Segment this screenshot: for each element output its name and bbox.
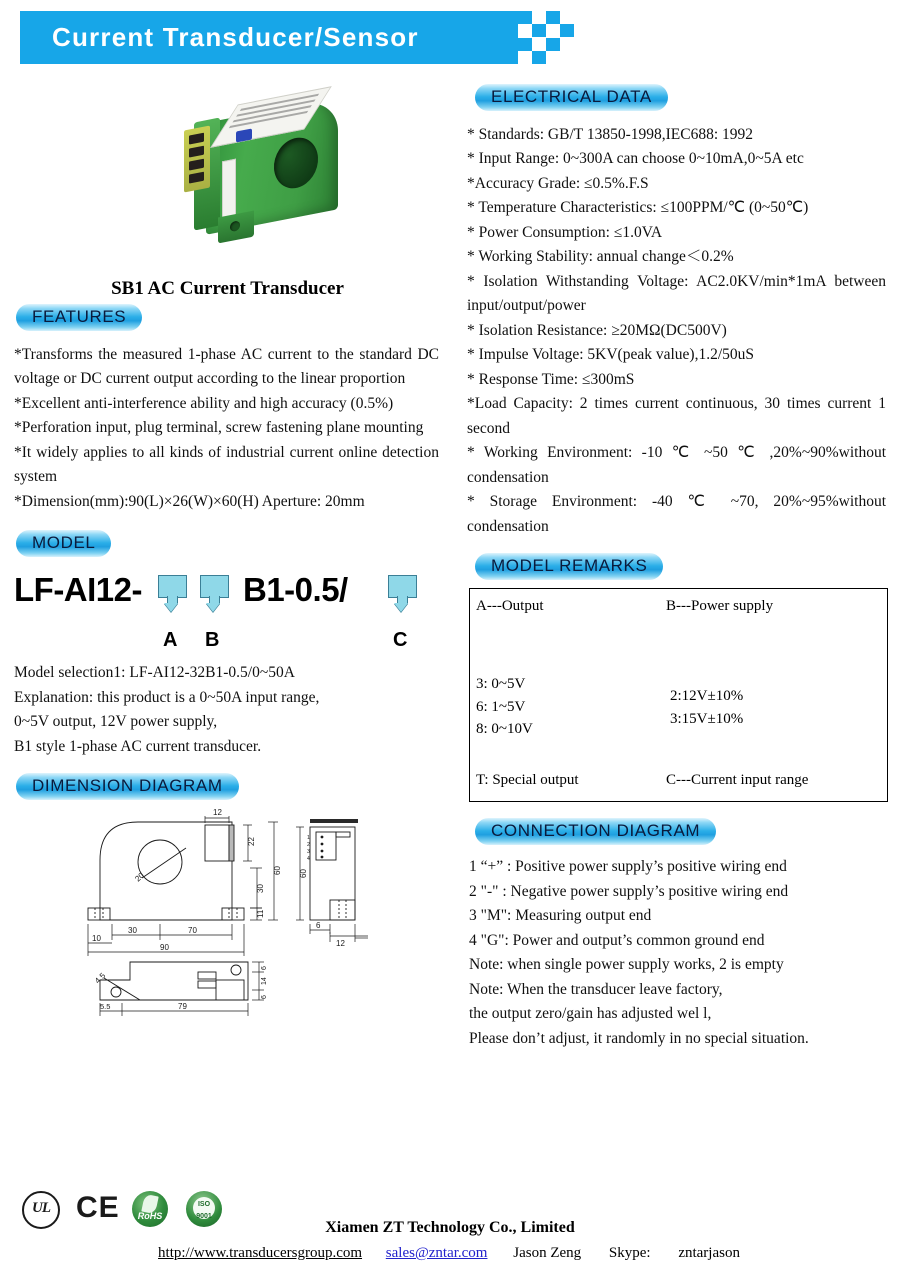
- dim-top-gap: 6: [261, 966, 268, 971]
- connection-line: 4 "G": Power and output’s common ground end: [469, 931, 765, 949]
- contact-row: [0, 1245, 900, 1262]
- electrical-item: * Power Consumption: ≤1.0VA: [467, 223, 663, 241]
- dim-side-height: 60: [299, 869, 308, 879]
- electrical-item: * Input Range: 0~300A can choose 0~10mA,0~5A etc: [467, 150, 804, 168]
- rohs-label: RoHS: [137, 1211, 163, 1221]
- connection-line: 1 “+” : Positive power supply’s positive wiring end: [469, 858, 787, 876]
- page-title: Current Transducer/Sensor: [52, 22, 419, 52]
- remarks-col-b-footer: C---Current input range: [666, 772, 809, 789]
- company-name: Xiamen ZT Technology Co., Limited: [325, 1219, 575, 1236]
- ce-label: CE: [76, 1191, 120, 1224]
- electrical-data-list: [455, 123, 900, 539]
- contact-person: Jason Zeng: [513, 1245, 582, 1261]
- remarks-option: 6: 1~5V: [476, 698, 526, 715]
- mounting-foot: [218, 211, 254, 244]
- feature-item: *It widely applies to all kinds of industrial current online detection system: [14, 443, 439, 486]
- electrical-item: * Working Stability: annual change＜0.2%: [467, 248, 734, 266]
- electrical-item: * Storage Environment: -40 ℃ ~70, 20%~95%without condensation: [467, 493, 886, 535]
- model-slot-label-c: C: [393, 629, 408, 652]
- dim-total-length: 90: [160, 943, 169, 953]
- electrical-item: * Isolation Withstanding Voltage: AC2.0KV/min*1mA between input/output/power: [467, 272, 886, 315]
- electrical-item: * Impulse Voltage: 5KV(peak value),1.2/50uS: [467, 346, 754, 364]
- pin-1: 1: [307, 835, 310, 842]
- model-slot-b: [200, 575, 227, 605]
- dim-side-width: 12: [336, 939, 345, 949]
- connection-diagram-list: [455, 855, 900, 1051]
- dim-total-height: 60: [273, 866, 282, 876]
- model-selection-line: Model selection1: LF-AI12-32B1-0.5/0~50A: [14, 664, 295, 682]
- electrical-item: * Isolation Resistance: ≥20MΩ(DC500V): [467, 321, 727, 339]
- electrical-item: * Standards: GB/T 13850-1998,IEC688: 1992: [467, 126, 754, 143]
- connection-line: the output zero/gain has adjusted wel l,: [469, 1005, 712, 1023]
- dimension-diagram-heading: DIMENSION DIAGRAM: [16, 773, 239, 800]
- remarks-option: 3:15V±10%: [670, 710, 744, 727]
- model-heading: MODEL: [16, 530, 111, 557]
- model-slot-c: [388, 575, 415, 605]
- model-explanation-line: 0~5V output, 12V power supply,: [14, 713, 218, 731]
- dim-base-inner: 30: [128, 926, 137, 936]
- dimension-heading-wrap: [0, 773, 455, 800]
- dim-base-left: 10: [92, 934, 101, 944]
- product-photo-current-transducer: [170, 86, 380, 266]
- email-link[interactable]: sales@zntar.com: [385, 1245, 488, 1261]
- dim-base-mid: 70: [188, 926, 197, 936]
- dim-hole: 4.5: [93, 971, 108, 986]
- terminal-block: [184, 125, 210, 192]
- pin-4: 4: [307, 856, 310, 863]
- remarks-option: 8: 0~10V: [476, 721, 533, 738]
- dim-terminal-height: 22: [247, 837, 256, 847]
- dim-bottom-length: 79: [178, 1002, 187, 1012]
- connection-line: 2 "-" : Negative power supply’s positive wiring end: [469, 882, 789, 900]
- model-explanation-line: Explanation: this product is a 0~50A input range,: [14, 688, 320, 706]
- dim-bottom-gap: 6: [261, 995, 268, 1000]
- page-header: [0, 0, 900, 78]
- model-slot-a: [158, 575, 185, 605]
- dim-edge: 5.5: [100, 1002, 111, 1012]
- electrical-item: * Response Time: ≤300mS: [467, 370, 635, 388]
- electrical-item: *Load Capacity: 2 times current continuous, 30 times current 1 second: [467, 395, 886, 437]
- skype-id: zntarjason: [678, 1245, 740, 1261]
- website-link[interactable]: http://www.transducersgroup.com: [158, 1245, 363, 1261]
- dimension-drawing: [0, 800, 455, 1060]
- dim-side-depth: 6: [316, 921, 321, 931]
- connection-line: Note: When the transducer leave factory,: [469, 980, 723, 998]
- connection-heading-wrap: [455, 818, 900, 845]
- checker-pattern-decoration: [518, 11, 574, 64]
- electrical-item: *Accuracy Grade: ≤0.5%.F.S: [467, 174, 649, 192]
- model-code-prefix: LF-AI12-: [14, 571, 142, 609]
- connection-diagram-heading: CONNECTION DIAGRAM: [475, 818, 716, 845]
- dim-mid: 14: [261, 977, 268, 986]
- remarks-col-b-header: B---Power supply: [666, 598, 774, 615]
- model-explanation-line: B1 style 1-phase AC current transducer.: [14, 737, 262, 755]
- pin-3: 3: [307, 849, 310, 856]
- iso-line-2: 9001: [196, 1212, 212, 1220]
- product-name: SB1 AC Current Transducer: [111, 278, 344, 299]
- remarks-col-a-footer: T: Special output: [476, 772, 579, 789]
- remarks-option: 3: 0~5V: [476, 676, 526, 693]
- electrical-data-heading: ELECTRICAL DATA: [475, 84, 668, 111]
- feature-item: *Excellent anti-interference ability and high accuracy (0.5%): [14, 394, 394, 412]
- right-column: [455, 78, 900, 1051]
- dim-foot-height: 11: [256, 910, 265, 919]
- features-heading-wrap: [0, 304, 455, 331]
- connection-line: 3 "M": Measuring output end: [469, 907, 652, 925]
- skype-label: Skype:: [608, 1245, 651, 1261]
- model-selection-block: [0, 661, 455, 759]
- connection-line: Please don’t adjust, it randomly in no special situation.: [469, 1029, 809, 1047]
- connection-line: Note: when single power supply works, 2 is empty: [469, 956, 784, 974]
- remarks-heading-wrap: [455, 553, 900, 580]
- model-code-suffix: B1-0.5/: [243, 571, 348, 609]
- remarks-col-a-options: [476, 673, 533, 741]
- features-heading: FEATURES: [16, 304, 142, 331]
- dim-terminal-width: 12: [213, 808, 222, 818]
- page-footer: [0, 1185, 900, 1285]
- ul-label: UL: [32, 1200, 50, 1216]
- model-slot-label-b: B: [205, 629, 220, 652]
- model-remarks-heading: MODEL REMARKS: [475, 553, 663, 580]
- electrical-item: * Temperature Characteristics: ≤100PPM/℃ (0~50℃): [467, 199, 809, 217]
- feature-item: *Transforms the measured 1-phase AC current to the standard DC voltage or DC current output according to the linear proportion: [14, 346, 439, 388]
- product-figure: [0, 78, 455, 299]
- feature-item: *Perforation input, plug terminal, screw fastening plane mounting: [14, 419, 424, 437]
- model-slot-label-a: A: [163, 629, 178, 652]
- features-list: [0, 343, 455, 514]
- dim-aperture: 20: [133, 871, 146, 884]
- remarks-col-a-header: A---Output: [476, 598, 544, 615]
- model-heading-wrap: [0, 530, 455, 557]
- dim-body-height: 30: [256, 884, 265, 894]
- feature-item: *Dimension(mm):90(L)×26(W)×60(H) Aperture: 20mm: [14, 492, 365, 510]
- model-code-breakdown: [0, 557, 455, 657]
- left-column: [0, 78, 455, 1060]
- electrical-item: * Working Environment: -10 ℃ ~50 ℃ ,20%~90%without condensation: [467, 444, 886, 486]
- pin-2: 2: [307, 842, 310, 849]
- electrical-heading-wrap: [455, 84, 900, 111]
- iso-line-1: ISO: [197, 1201, 211, 1208]
- model-remarks-table: [469, 588, 888, 802]
- remarks-col-b-options: [670, 685, 743, 730]
- remarks-option: 2:12V±10%: [670, 688, 744, 705]
